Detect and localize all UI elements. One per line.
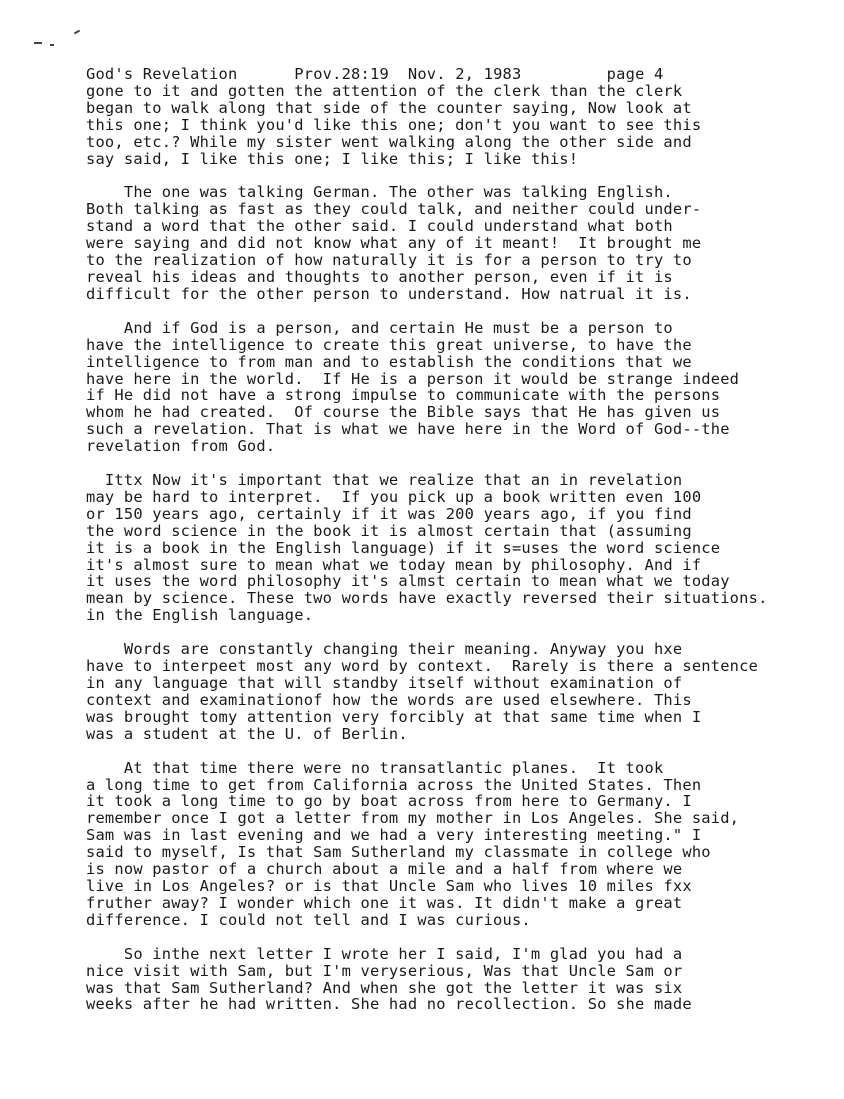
stray-mark [74, 30, 80, 35]
text-line: the word science in the book it is almost certain that (assuming [86, 521, 692, 540]
text-line: this one; I think you'd like this one; don't you want to see this [86, 115, 702, 134]
text-line: too, etc.? While my sister went walking along the other side and [86, 132, 692, 151]
text-line: or 150 years ago, certainly if it was 200 years ago, if you find [86, 504, 692, 523]
text-line: in any language that will standby itself without examination of [86, 674, 683, 692]
text-line: Ittx Now it's important that we realize that an in revelation [86, 471, 683, 490]
text-line: Both talking as fast as they could talk, and neither could under- [86, 200, 702, 219]
paragraph [86, 641, 826, 742]
text-line: stand a word that the other said. I could understand what both [86, 217, 673, 236]
text-line: The one was talking German. The other was talking English. [86, 183, 673, 202]
header-title: God's Revelation [86, 65, 238, 83]
text-line: context and examinationof how the words are used elsewhere. This [86, 690, 692, 709]
text-line: remember once I got a letter from my mother in Los Angeles. She said, [86, 809, 740, 828]
paragraph [86, 83, 826, 168]
text-line: have the intelligence to create this great universe, to have the [86, 335, 692, 354]
stray-mark [50, 44, 54, 46]
text-line: it's almost sure to mean what we today mean by philosophy. And if [86, 555, 702, 574]
paragraph [86, 472, 826, 624]
text-line: Sam was in last evening and we had a very interesting meeting." I [86, 826, 702, 845]
paragraph [86, 184, 826, 302]
text-line: weeks after he had written. She had no recollection. So she made [86, 995, 692, 1014]
text-line: difference. I could not tell and I was curious. [86, 910, 531, 929]
body-text [86, 83, 826, 1013]
text-line: were saying and did not know what any of it meant! It brought me [86, 234, 702, 253]
paragraph [86, 946, 826, 1014]
text-line: live in Los Angeles? or is that Uncle Sam who lives 10 miles fxx [86, 876, 692, 895]
text-line: At that time there were no transatlantic planes. It took [86, 758, 664, 777]
text-line: reveal his ideas and thoughts to another person, even if it is [86, 267, 673, 286]
stray-mark [34, 42, 42, 44]
header-date: Nov. 2, 1983 [407, 65, 522, 83]
text-line: mean by science. These two words have exactly reversed their situations. [86, 589, 768, 608]
text-line: revelation from God. [86, 437, 276, 456]
text-line: have to interpeet most any word by context. Rarely is there a sentence [86, 657, 759, 676]
text-line: in the English language. [86, 606, 314, 625]
text-line: it uses the word philosophy it's almst certain to mean what we today [86, 572, 730, 591]
text-line: was a student at the U. of Berlin. [86, 724, 408, 743]
text-line: Words are constantly changing their meaning. Anyway you hxe [86, 640, 683, 659]
text-line: such a revelation. That is what we have here in the Word of God--the [86, 420, 730, 439]
text-line: difficult for the other person to understand. How natrual it is. [86, 284, 692, 303]
paragraph [86, 320, 826, 455]
text-line: intelligence to from man and to establish the conditions that we [86, 352, 692, 371]
text-line: said to myself, Is that Sam Sutherland my classmate in college who [86, 843, 711, 862]
text-line: it took a long time to go by boat across from here to Germany. I [86, 792, 692, 811]
text-line: nice visit with Sam, but I'm veryserious, Was that Uncle Sam or [86, 961, 683, 980]
text-line: So inthe next letter I wrote her I said, I'm glad you had a [86, 944, 683, 963]
text-line: it is a book in the English language) if it s=uses the word science [86, 538, 721, 557]
text-line: to the realization of how naturally it is for a person to try to [86, 251, 692, 270]
text-line: if He did not have a strong impulse to communicate with the persons [86, 386, 721, 405]
text-line: whom he had created. Of course the Bible says that He has given us [86, 403, 721, 422]
text-line: is now pastor of a church about a mile and a half from where we [86, 860, 683, 879]
typed-page [86, 66, 826, 1030]
text-line: was brought tomy attention very forcibly at that same time when I [86, 707, 702, 726]
text-line: have here in the world. If He is a person it would be strange indeed [86, 369, 740, 388]
text-line: gone to it and gotten the attention of the clerk than the clerk [86, 81, 683, 100]
text-line: began to walk along that side of the counter saying, Now look at [86, 98, 692, 117]
header-page-number: page 4 [606, 65, 664, 83]
page-header [86, 66, 826, 83]
header-reference: Prov.28:19 [294, 65, 389, 83]
text-line: And if God is a person, and certain He must be a person to [86, 318, 673, 337]
text-line: a long time to get from California across the United States. Then [86, 775, 702, 794]
text-line: was that Sam Sutherland? And when she got the letter it was six [86, 978, 683, 997]
paragraph [86, 760, 826, 929]
text-line: fruther away? I wonder which one it was. It didn't make a great [86, 893, 683, 912]
text-line: may be hard to interpret. If you pick up a book written even 100 [86, 487, 702, 506]
text-line: say said, I like this one; I like this; I like this! [86, 149, 579, 168]
